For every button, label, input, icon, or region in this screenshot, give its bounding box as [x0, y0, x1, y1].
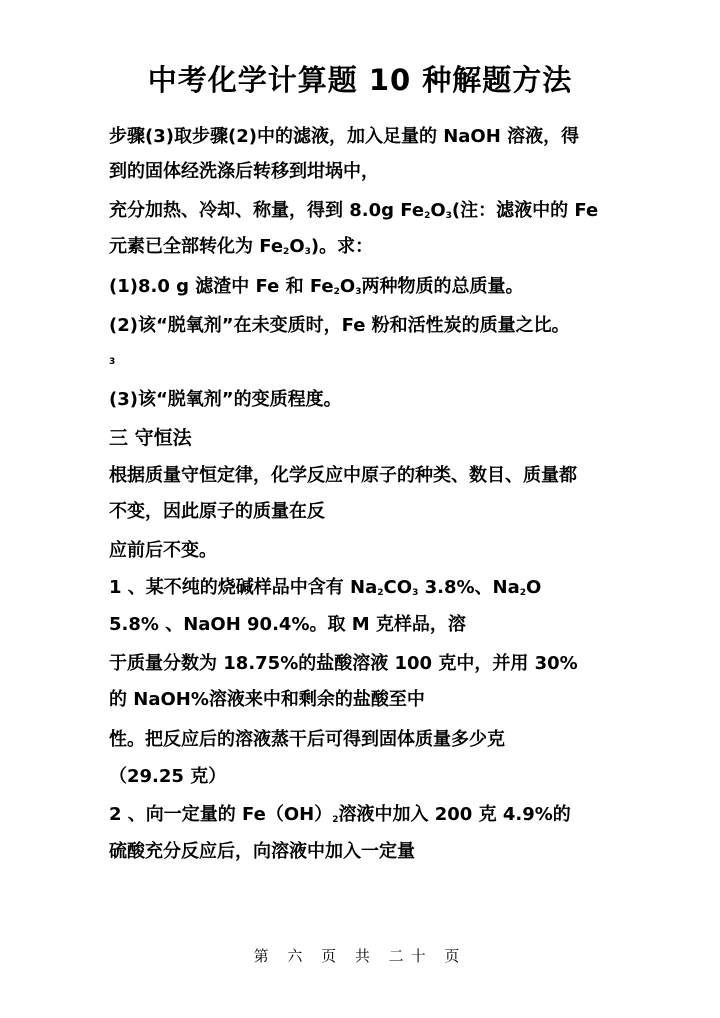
text-line: 元素已全部转化为 $Fe_2O_3$)。求： — [109, 236, 374, 257]
text-line: 不变，因此原子的质量在反 — [109, 501, 325, 522]
text-line: 1 、某不纯的烧碱样品中含有 $Na_2CO_3$ 3.8%、$Na_2O$ — [109, 577, 542, 598]
text-line: 于质量分数为 18.75%的盐酸溶液 100 克中，并用 30% — [109, 653, 578, 674]
text-line: 步骤(3)取步骤(2)中的滤液，加入足量的 NaOH 溶液，得 — [109, 126, 580, 147]
section-heading: 三 守恒法 — [109, 427, 192, 449]
page-footer: 第 六 页 共 二十 页 — [253, 947, 467, 965]
text-line: 充分加热、冷却、称量，得到 8.0g $Fe_2O_3$(注：滤液中的 Fe — [109, 200, 599, 221]
text-line: 到的固体经洗涤后转移到坩埚中， — [109, 161, 379, 182]
text-line: 3 — [109, 357, 116, 367]
text-line: 硫酸充分反应后，向溶液中加入一定量 — [109, 841, 415, 862]
text-line: 5.8% 、NaOH 90.4%。取 M 克样品，溶 — [109, 614, 466, 635]
text-line: 性。把反应后的溶液蒸干后可得到固体质量多少克 — [109, 729, 505, 750]
page-title: 中考化学计算题 10 种解题方法 — [147, 63, 573, 97]
answer-line: （29.25 克） — [109, 766, 227, 787]
text-line: 根据质量守恒定律，化学反应中原子的种类、数目、质量都 — [109, 465, 577, 486]
text-line: 2 、向一定量的 $Fe(OH)_2$溶液中加入 200 克 4.9%的 — [109, 804, 571, 825]
text-line: (1)8.0 g 滤渣中 Fe 和 $Fe_2O_3$两种物质的总质量。 — [109, 276, 524, 297]
text-line: (3)该“脱氧剂”的变质程度。 — [109, 389, 342, 410]
text-line: (2)该“脱氧剂”在未变质时，Fe 粉和活性炭的质量之比。 — [109, 315, 570, 336]
text-line: 应前后不变。 — [109, 540, 217, 561]
text-line: 的 NaOH%溶液来中和剩余的盐酸至中 — [109, 689, 425, 710]
